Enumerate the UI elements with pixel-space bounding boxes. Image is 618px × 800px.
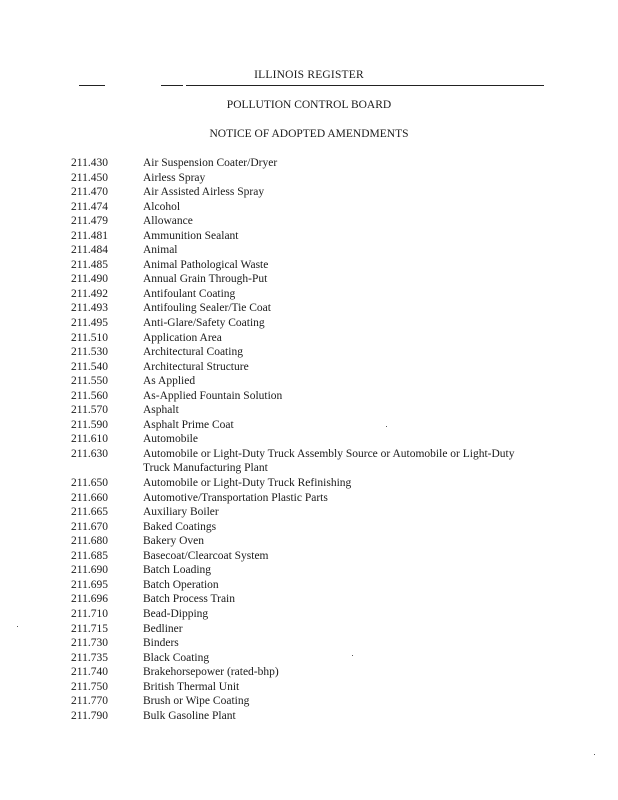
definition-row: [71, 243, 551, 258]
section-number: 211.790: [71, 709, 108, 722]
definition-row: [71, 171, 551, 186]
header-rule-middle: [161, 85, 183, 86]
definition-term: Basecoat/Clearcoat System: [143, 549, 269, 562]
definition-term: Automotive/Transportation Plastic Parts: [143, 491, 328, 504]
section-number: 211.650: [71, 477, 108, 490]
register-title: ILLINOIS REGISTER: [254, 69, 364, 81]
section-number: 211.495: [71, 317, 108, 330]
definition-row: [71, 316, 551, 331]
definition-row: [71, 301, 551, 316]
definition-term: Airless Spray: [143, 171, 206, 184]
definition-term: Antifoulant Coating: [143, 287, 236, 300]
notice-title: NOTICE OF ADOPTED AMENDMENTS: [209, 128, 409, 140]
section-number: 211.530: [71, 346, 108, 359]
definition-row: [71, 258, 551, 273]
definition-row: [71, 636, 551, 651]
header-rule-left: [79, 85, 105, 86]
section-number: 211.560: [71, 389, 108, 402]
section-number: 211.680: [71, 535, 108, 548]
definition-term: Binders: [143, 637, 179, 650]
definition-row: [71, 680, 551, 695]
definition-row: [71, 360, 551, 375]
section-number: 211.750: [71, 680, 108, 693]
definition-row: [71, 214, 551, 229]
definition-row: [71, 651, 551, 666]
definition-term: Annual Grain Through-Put: [143, 273, 268, 286]
scan-speck: [352, 655, 353, 656]
section-number: 211.696: [71, 593, 108, 606]
section-number: 211.481: [71, 229, 108, 242]
definition-term: Anti-Glare/Safety Coating: [143, 317, 265, 330]
definition-row: [71, 607, 551, 622]
definition-term: Auxiliary Boiler: [143, 506, 219, 519]
definition-row: [71, 272, 551, 287]
definition-term: Application Area: [143, 331, 222, 344]
definition-term: Black Coating: [143, 651, 210, 664]
definition-term: Baked Coatings: [143, 520, 217, 533]
definition-term: Animal: [143, 244, 178, 257]
definition-row: [71, 418, 551, 433]
definition-term: Alcohol: [143, 200, 181, 213]
section-number: 211.695: [71, 578, 108, 591]
definition-term: Brush or Wipe Coating: [143, 695, 250, 708]
definition-row: [71, 403, 551, 418]
definition-term: Asphalt Prime Coat: [143, 418, 234, 431]
definition-term: Automobile or Light-Duty Truck Refinishing: [143, 477, 352, 490]
section-number: 211.770: [71, 695, 108, 708]
definition-row: [71, 578, 551, 593]
definition-row: [71, 491, 551, 506]
section-number: 211.550: [71, 375, 108, 388]
scan-speck: [386, 426, 387, 427]
definition-row: [71, 694, 551, 709]
definition-term: Bakery Oven: [143, 535, 204, 548]
definition-row: [71, 345, 551, 360]
section-number: 211.685: [71, 549, 108, 562]
definition-term: Bead-Dipping: [143, 607, 209, 620]
section-number: 211.470: [71, 186, 108, 199]
definition-term: Antifouling Sealer/Tie Coat: [143, 302, 271, 315]
definitions-list: [71, 156, 551, 723]
definition-term-continuation: Truck Manufacturing Plant: [143, 462, 268, 475]
definition-term: Asphalt: [143, 404, 179, 417]
board-title: POLLUTION CONTROL BOARD: [226, 99, 392, 111]
definition-row: [71, 331, 551, 346]
section-number: 211.730: [71, 637, 108, 650]
section-number: 211.479: [71, 215, 108, 228]
section-number: 211.484: [71, 244, 108, 257]
definition-row: [71, 549, 551, 564]
definition-row: [71, 563, 551, 578]
definition-row: [71, 374, 551, 389]
section-number: 211.610: [71, 433, 108, 446]
definition-term: Air Assisted Airless Spray: [143, 186, 265, 199]
section-number: 211.740: [71, 666, 108, 679]
section-number: 211.670: [71, 520, 108, 533]
definition-row: [71, 665, 551, 680]
section-number: 211.493: [71, 302, 108, 315]
scan-speck: [17, 626, 18, 627]
definition-term: As-Applied Fountain Solution: [143, 389, 283, 402]
definition-term: Automobile: [143, 433, 198, 446]
definition-term: Architectural Coating: [143, 346, 243, 359]
definition-term: Batch Operation: [143, 578, 219, 591]
definition-term: Automobile or Light-Duty Truck Assembly Source or Automobile or Light-Duty: [143, 447, 515, 460]
definition-row: [71, 389, 551, 404]
definition-row: [71, 447, 551, 462]
definition-row: [71, 505, 551, 520]
definition-term: Ammunition Sealant: [143, 229, 239, 242]
definition-row: [71, 185, 551, 200]
definition-term: Architectural Structure: [143, 360, 249, 373]
definition-row: [71, 229, 551, 244]
definition-row: [71, 200, 551, 215]
definition-term: Batch Loading: [143, 564, 212, 577]
definition-term: British Thermal Unit: [143, 680, 240, 693]
definition-term: Air Suspension Coater/Dryer: [143, 157, 278, 169]
section-number: 211.492: [71, 287, 108, 300]
definition-term: Brakehorsepower (rated-bhp): [143, 666, 279, 679]
definition-row: [71, 287, 551, 302]
definition-row: [71, 622, 551, 637]
scan-speck: [594, 754, 595, 755]
section-number: 211.474: [71, 200, 108, 213]
definition-term: Bedliner: [143, 622, 183, 635]
definition-row: [71, 592, 551, 607]
section-number: 211.450: [71, 171, 108, 184]
definition-row: [71, 476, 551, 491]
section-number: 211.490: [71, 273, 108, 286]
definition-row: [71, 534, 551, 549]
section-number: 211.430: [71, 157, 108, 169]
definition-row: [71, 709, 551, 724]
definition-row: [71, 156, 551, 171]
definition-row: [71, 520, 551, 535]
definition-row-continuation: [71, 461, 551, 476]
section-number: 211.485: [71, 258, 108, 271]
section-number: 211.660: [71, 491, 108, 504]
definition-term: Bulk Gasoline Plant: [143, 709, 236, 722]
section-number: 211.590: [71, 418, 108, 431]
section-number: 211.570: [71, 404, 108, 417]
section-number: 211.510: [71, 331, 108, 344]
section-number: 211.735: [71, 651, 108, 664]
definition-row: [71, 432, 551, 447]
section-number: 211.715: [71, 622, 108, 635]
definition-term: Batch Process Train: [143, 593, 235, 606]
definition-term: Allowance: [143, 215, 193, 228]
section-number: 211.710: [71, 607, 108, 620]
section-number: 211.665: [71, 506, 108, 519]
header-rule-right: [186, 85, 544, 86]
definition-term: Animal Pathological Waste: [143, 258, 269, 271]
section-number: 211.630: [71, 447, 108, 460]
definition-term: As Applied: [143, 375, 196, 388]
section-number: 211.690: [71, 564, 108, 577]
section-number: 211.540: [71, 360, 108, 373]
section-number-blank: [71, 461, 143, 476]
